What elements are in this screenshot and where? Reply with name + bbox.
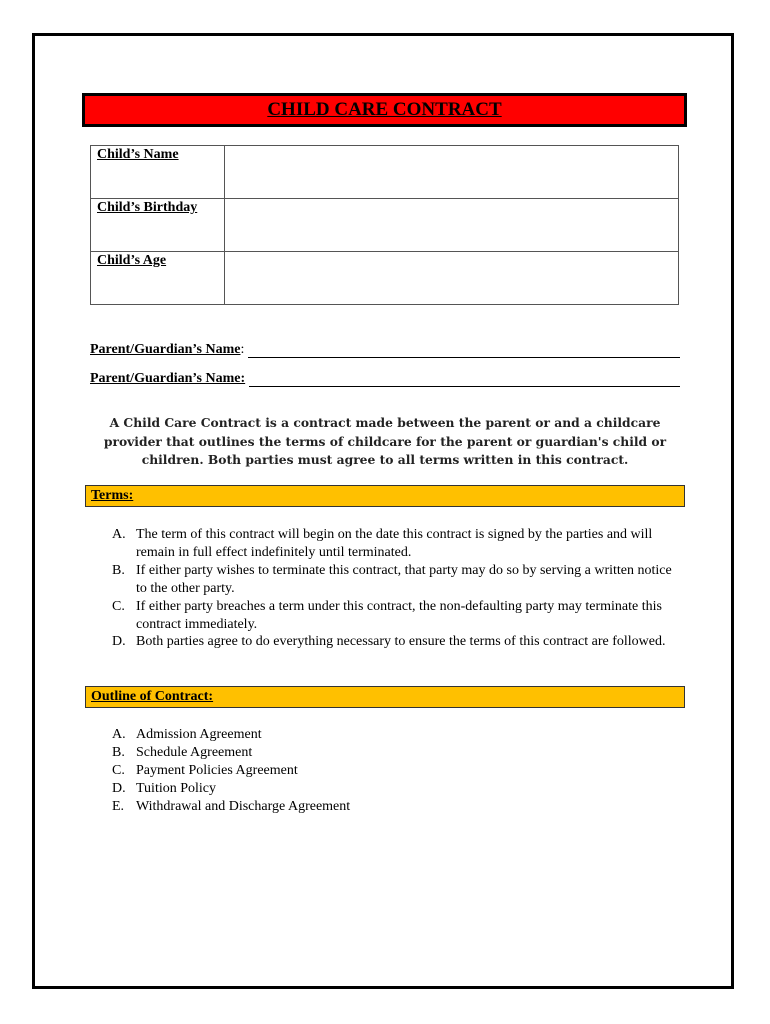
parent-name-colon: : <box>240 342 245 357</box>
terms-heading: Terms: <box>91 488 134 503</box>
list-item-text: Withdrawal and Discharge Agreement <box>136 798 351 814</box>
list-item-letter: B. <box>112 744 125 760</box>
parent-name-label-1: Parent/Guardian’s Name <box>90 342 241 357</box>
child-age-row <box>91 252 679 305</box>
list-item <box>112 744 512 762</box>
list-item-letter: E. <box>112 798 125 814</box>
child-age-label: Child’s Age <box>91 252 225 305</box>
list-item-letter: C. <box>112 762 125 778</box>
terms-heading-bar <box>85 485 685 507</box>
list-item <box>112 526 677 562</box>
child-name-row <box>91 146 679 199</box>
list-item <box>112 798 512 816</box>
document-title: CHILD CARE CONTRACT <box>267 99 502 120</box>
list-item-letter: C. <box>112 598 125 614</box>
list-item-text: Admission Agreement <box>136 727 262 742</box>
list-item <box>112 562 677 598</box>
list-item-letter: D. <box>112 634 126 650</box>
parent-name-line-1 <box>90 338 680 358</box>
parent-name-blank-2[interactable] <box>249 372 680 387</box>
list-item-letter: D. <box>112 780 126 796</box>
list-item-letter: B. <box>112 562 125 578</box>
list-item-text: Tuition Policy <box>136 780 217 796</box>
list-item-text: Schedule Agreement <box>136 744 253 760</box>
list-item-text: Both parties agree to do everything necessary to ensure the terms of this contract are followed. <box>136 634 666 650</box>
title-bar <box>82 93 687 127</box>
intro-paragraph: A Child Care Contract is a contract made between the parent or and a childcare provider that outlines the terms of childcare for the parent or guardian's child or children. Both parties must agree to all terms written in this contract. <box>103 415 667 467</box>
list-item <box>112 598 677 634</box>
terms-list <box>112 526 677 651</box>
list-item-text: Payment Policies Agreement <box>136 762 298 778</box>
child-name-label: Child’s Name <box>91 146 225 199</box>
child-birthday-field[interactable] <box>225 199 679 252</box>
child-info-table <box>90 145 679 305</box>
child-name-field[interactable] <box>225 146 679 199</box>
list-item <box>112 780 512 798</box>
list-item <box>112 762 512 780</box>
parent-name-blank-1[interactable] <box>248 343 680 358</box>
child-age-field[interactable] <box>225 252 679 305</box>
list-item <box>112 633 677 651</box>
parent-name-label-2: Parent/Guardian’s Name: <box>90 371 246 386</box>
list-item-text: If either party wishes to terminate this contract, that party may do so by serving a written notice to the other party. <box>136 562 672 596</box>
list-item-letter: A. <box>112 527 126 542</box>
list-item-text: The term of this contract will begin on the date this contract is signed by the parties and will remain in full effect indefinitely until terminated. <box>136 527 653 560</box>
list-item-text: If either party breaches a term under this contract, the non-defaulting party may terminate this contract immediately. <box>136 598 662 632</box>
child-birthday-label: Child’s Birthday <box>91 199 225 252</box>
outline-list <box>112 726 512 816</box>
list-item-letter: A. <box>112 727 126 742</box>
child-birthday-row <box>91 199 679 252</box>
outline-heading: Outline of Contract: <box>91 689 214 704</box>
list-item <box>112 726 512 744</box>
outline-heading-bar <box>85 686 685 708</box>
parent-name-line-2 <box>90 367 680 387</box>
